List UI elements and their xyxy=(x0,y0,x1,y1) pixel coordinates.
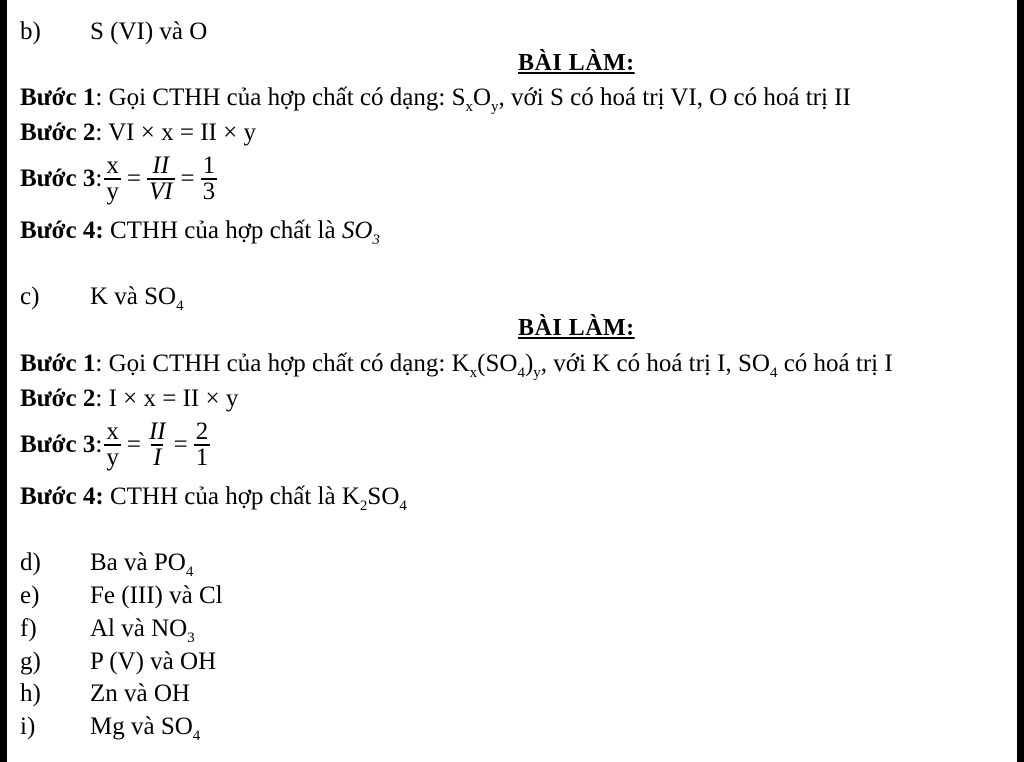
step-label: Bước 4: xyxy=(20,217,104,244)
fraction-result xyxy=(201,154,218,204)
step-text: có hoá trị I xyxy=(777,350,893,377)
formula-part: SO xyxy=(341,217,373,244)
exercise-label: c) xyxy=(20,283,40,310)
formula-subscript: 4 xyxy=(185,564,194,580)
numerator: II xyxy=(152,152,170,179)
fraction-x-over-y xyxy=(104,154,121,204)
formula-subscript: 4 xyxy=(399,498,407,514)
exercise-label: i) xyxy=(20,713,36,740)
exercise-text: P (V) và OH xyxy=(90,648,217,675)
step3-c: Bước 3 : $\frac{x}{y}$ = $\frac{II}{I}$ = $\frac{2}{1}$ xyxy=(20,418,209,471)
step-text: : Gọi CTHH của hợp chất có dạng: xyxy=(95,84,452,111)
formula-subscript: x xyxy=(465,99,473,115)
step3-b: Bước 3 : $\frac{x}{y}$ = $\frac{II}{VI}$ = $\frac{1}{3}$ xyxy=(20,152,216,205)
step-label: Bước 3 xyxy=(20,165,96,192)
exercise-text: Al và NO xyxy=(90,615,188,642)
fraction-valence xyxy=(147,420,168,470)
numerator: x xyxy=(106,418,119,445)
formula-subscript: 4 xyxy=(769,365,778,381)
step-label: Bước 1 xyxy=(20,84,96,111)
step-text: , với S có hoá trị VI, O có hoá trị II xyxy=(498,84,851,111)
numerator: II xyxy=(148,418,166,445)
step4-b xyxy=(20,216,380,255)
fraction-x-over-y xyxy=(104,420,121,470)
exercise-b xyxy=(20,17,207,47)
exercise-label: e) xyxy=(20,582,40,609)
left-border xyxy=(0,0,7,762)
denominator: 1 xyxy=(195,444,209,471)
denominator: y xyxy=(106,444,119,471)
formula-subscript: 4 xyxy=(192,728,201,744)
formula-part: ) xyxy=(524,350,534,377)
step-label: Bước 4: xyxy=(20,483,104,510)
denominator: VI xyxy=(148,178,173,205)
step-label: Bước 1 xyxy=(20,350,96,377)
step2-b xyxy=(20,118,256,148)
step2-c xyxy=(20,384,238,414)
numerator: 1 xyxy=(202,152,216,179)
step-text: , với K có hoá trị I, SO xyxy=(540,350,770,377)
formula-part: K xyxy=(451,350,470,377)
step4-c xyxy=(20,482,407,521)
right-border xyxy=(1017,0,1024,762)
formula-subscript: 3 xyxy=(187,630,195,646)
step-label: Bước 3 xyxy=(20,431,96,458)
answer-heading-b: BÀI LÀM: xyxy=(518,50,635,76)
exercise-text: S (VI) và O xyxy=(90,18,208,45)
denominator: 3 xyxy=(202,178,216,205)
step-text: CTHH của hợp chất là xyxy=(103,217,342,244)
formula-part: O xyxy=(472,84,492,111)
step-label: Bước 2 xyxy=(20,385,96,412)
exercise-label: d) xyxy=(20,549,41,576)
step1-b xyxy=(20,83,851,122)
exercise-label: g) xyxy=(20,648,41,675)
formula-subscript: 3 xyxy=(372,232,380,248)
step-text: : VI × x = II × y xyxy=(95,119,256,146)
exercise-text: Ba và PO xyxy=(90,549,186,576)
exercise-label: h) xyxy=(20,680,41,707)
step-text: : Gọi CTHH của hợp chất có dạng: xyxy=(95,350,452,377)
formula-subscript: x xyxy=(469,365,478,381)
formula-subscript: 4 xyxy=(517,365,525,381)
exercise-text: Fe (III) và Cl xyxy=(90,582,223,609)
exercise-text: Mg và SO xyxy=(90,713,193,740)
step-text: : I × x = II × y xyxy=(95,385,239,412)
formula-part: K xyxy=(341,483,360,510)
formula-subscript: y xyxy=(491,99,499,115)
exercise-label: f) xyxy=(20,615,37,642)
formula-subscript: y xyxy=(533,365,541,381)
exercise-label: b) xyxy=(20,18,41,45)
answer-heading-c: BÀI LÀM: xyxy=(518,315,635,341)
numerator: 2 xyxy=(195,418,209,445)
formula-part: S xyxy=(451,84,466,111)
denominator: I xyxy=(153,444,162,471)
formula-subscript: 2 xyxy=(359,498,368,514)
exercise-text: K và SO xyxy=(90,283,177,310)
denominator: y xyxy=(106,178,119,205)
formula-part: SO xyxy=(367,483,400,510)
fraction-result xyxy=(194,420,211,470)
exercise-i xyxy=(20,712,200,751)
exercise-text: Zn và OH xyxy=(90,680,190,707)
exercise-c xyxy=(20,282,184,321)
numerator: x xyxy=(106,152,119,179)
step-text: CTHH của hợp chất là xyxy=(103,483,342,510)
step1-c xyxy=(20,349,893,388)
step-label: Bước 2 xyxy=(20,119,96,146)
fraction-valence xyxy=(147,154,175,204)
formula-part: (SO xyxy=(477,350,518,377)
formula-subscript: 4 xyxy=(176,298,184,314)
